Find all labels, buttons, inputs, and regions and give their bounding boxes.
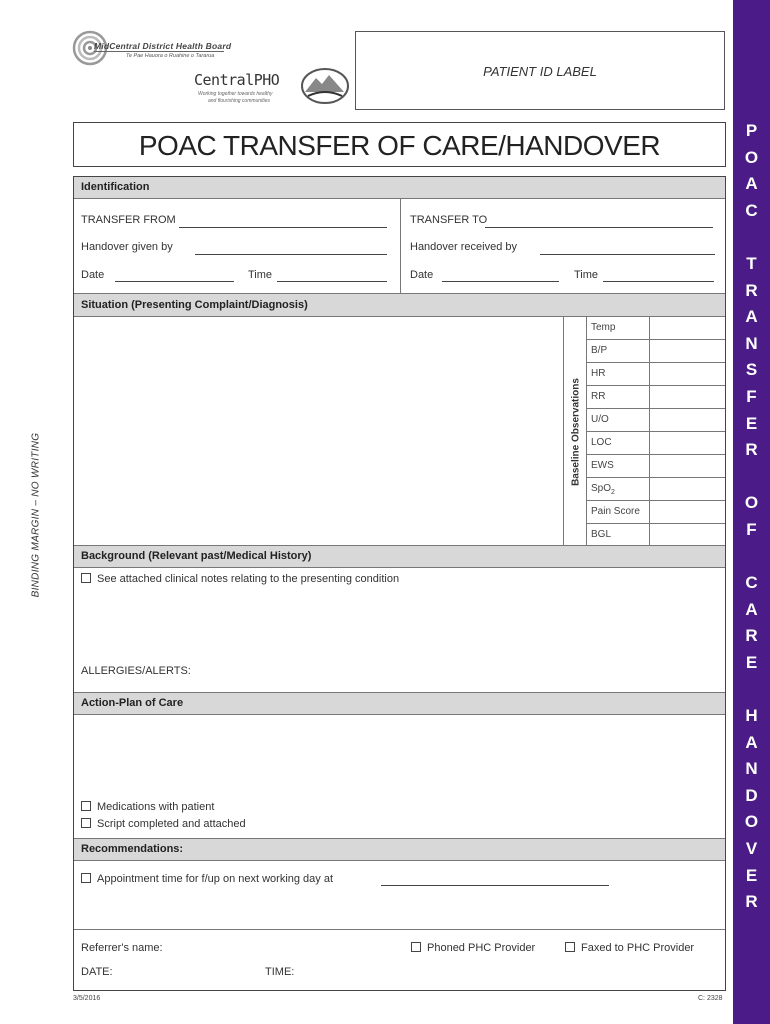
- observation-name: Pain Score: [591, 506, 640, 517]
- referral-date-label: DATE:: [81, 966, 113, 978]
- side-banner-letter: S: [745, 360, 758, 380]
- from-time-field[interactable]: [277, 281, 387, 282]
- faxed-phc-option[interactable]: [565, 942, 694, 954]
- binding-margin-label: BINDING MARGIN – NO WRITING: [30, 432, 42, 598]
- pho-tagline-1: Working together towards healthy: [198, 91, 273, 97]
- referrer-name-label: Referrer's name:: [81, 942, 163, 954]
- script-label: Script completed and attached: [97, 818, 246, 830]
- action-plan-text-area[interactable]: [80, 719, 718, 797]
- side-banner-letter: O: [744, 812, 759, 832]
- side-banner-letter: E: [745, 413, 758, 433]
- baseline-observations-label: Baseline Observations: [570, 378, 582, 486]
- appointment-label: Appointment time for f/up on next working day at: [97, 873, 334, 885]
- background-header: Background (Relevant past/Medical History): [74, 545, 725, 568]
- observation-value-cell[interactable]: [649, 386, 726, 408]
- observation-row: [586, 363, 725, 386]
- faxed-phc-checkbox[interactable]: [565, 942, 575, 952]
- observation-name: HR: [591, 368, 606, 379]
- side-banner-letter: V: [745, 839, 758, 859]
- pho-name: CentralPHO: [194, 71, 280, 89]
- referral-time-label: TIME:: [265, 966, 295, 978]
- script-checkbox[interactable]: [81, 818, 91, 828]
- side-banner-letter: F: [746, 386, 757, 406]
- observation-value-cell[interactable]: [649, 455, 726, 477]
- side-banner-letters: [733, 118, 770, 916]
- observation-row: [586, 432, 725, 455]
- side-banner-letter: E: [745, 652, 758, 672]
- side-banner-letter: A: [745, 732, 758, 752]
- observation-value-cell[interactable]: [649, 409, 726, 431]
- observation-name: B/P: [591, 345, 608, 356]
- identification-divider: [400, 199, 401, 293]
- observation-value-cell[interactable]: [649, 317, 726, 339]
- faxed-phc-label: Faxed to PHC Provider: [581, 942, 695, 954]
- handover-given-by-label: Handover given by: [81, 241, 173, 253]
- phoned-phc-label: Phoned PHC Provider: [427, 942, 536, 954]
- observation-name: Temp: [591, 322, 616, 333]
- appointment-option[interactable]: [81, 873, 333, 885]
- clinical-notes-label: See attached clinical notes relating to the presenting condition: [97, 573, 400, 585]
- board-divider: [94, 51, 224, 52]
- side-banner-letter: R: [745, 892, 758, 912]
- situation-text-area[interactable]: [80, 323, 558, 543]
- side-banner-letter: N: [745, 759, 758, 779]
- appointment-field[interactable]: [381, 885, 609, 886]
- transfer-to-label: TRANSFER TO: [410, 214, 488, 226]
- patient-id-label-box: [355, 31, 725, 110]
- observation-row: [586, 317, 725, 340]
- side-banner-letter: A: [745, 174, 758, 194]
- to-time-label: Time: [574, 269, 599, 281]
- observation-value-cell[interactable]: [649, 478, 726, 500]
- medications-option[interactable]: [81, 801, 214, 813]
- footer-code: C: 2328: [698, 995, 723, 1002]
- to-date-label: Date: [410, 269, 434, 281]
- observations-divider-left: [563, 317, 564, 546]
- side-banner-letter: A: [745, 599, 758, 619]
- transfer-to-field[interactable]: [485, 227, 713, 228]
- observation-name: BGL: [591, 529, 612, 540]
- side-banner-gap: [749, 544, 754, 571]
- side-banner-letter: R: [745, 280, 758, 300]
- side-banner-letter: D: [745, 785, 758, 805]
- side-banner-letter: C: [745, 200, 758, 220]
- action-plan-header: Action-Plan of Care: [74, 692, 725, 715]
- side-banner: [733, 0, 770, 1024]
- side-banner-letter: O: [744, 147, 759, 167]
- observation-row: [586, 340, 725, 363]
- pho-tagline-2: and flourishing communities: [208, 98, 270, 104]
- clinical-notes-option[interactable]: [81, 573, 399, 585]
- clinical-notes-checkbox[interactable]: [81, 573, 91, 583]
- observation-row: [586, 501, 725, 524]
- observation-subscript: 2: [611, 489, 615, 496]
- page-title: POAC TRANSFER OF CARE/HANDOVER: [138, 130, 661, 161]
- side-banner-letter: A: [745, 307, 758, 327]
- medications-checkbox[interactable]: [81, 801, 91, 811]
- side-banner-letter: T: [746, 253, 757, 273]
- observation-value-cell[interactable]: [649, 432, 726, 454]
- side-banner-letter: R: [745, 626, 758, 646]
- side-banner-letter: F: [746, 519, 757, 539]
- recommendations-header: Recommendations:: [74, 838, 725, 861]
- side-banner-letter: O: [744, 493, 759, 513]
- medications-label: Medications with patient: [97, 801, 215, 813]
- observation-name: LOC: [591, 437, 612, 448]
- identification-header: Identification: [74, 177, 725, 199]
- appointment-checkbox[interactable]: [81, 873, 91, 883]
- to-time-field[interactable]: [603, 281, 714, 282]
- to-date-field[interactable]: [442, 281, 559, 282]
- from-time-label: Time: [248, 269, 273, 281]
- handover-received-by-label: Handover received by: [410, 241, 518, 253]
- observation-name: SpO$_2$: [591, 483, 615, 496]
- board-name: MidCentral District Health Board: [94, 41, 232, 51]
- side-banner-gap: [749, 464, 754, 491]
- side-banner-letter: N: [745, 333, 758, 353]
- from-date-label: Date: [81, 269, 105, 281]
- observation-value-cell[interactable]: [649, 524, 726, 546]
- side-banner-letter: P: [745, 121, 758, 140]
- referrer-divider: [74, 929, 725, 930]
- observation-name: U/O: [591, 414, 609, 425]
- side-banner-letter: C: [745, 573, 758, 593]
- observation-name: RR: [591, 391, 606, 402]
- from-date-field[interactable]: [115, 281, 234, 282]
- script-option[interactable]: [81, 818, 246, 830]
- allergies-alerts-label: ALLERGIES/ALERTS:: [81, 665, 191, 677]
- title-box: [73, 122, 726, 167]
- observation-row: [586, 409, 725, 432]
- phoned-phc-checkbox[interactable]: [411, 942, 421, 952]
- side-banner-letter: R: [745, 440, 758, 460]
- footer-date: 3/5/2016: [73, 995, 101, 1002]
- observation-row: [586, 478, 725, 501]
- transfer-from-field[interactable]: [179, 227, 387, 228]
- side-banner-letter: E: [745, 865, 758, 885]
- observation-value-cell[interactable]: [649, 501, 726, 523]
- situation-header: Situation (Presenting Complaint/Diagnosis): [74, 293, 725, 317]
- observation-value-cell[interactable]: [649, 340, 726, 362]
- transfer-from-label: TRANSFER FROM: [81, 214, 176, 226]
- observation-name: EWS: [591, 460, 614, 471]
- observation-row: [586, 386, 725, 409]
- handover-received-by-field[interactable]: [540, 254, 715, 255]
- side-banner-letter: H: [745, 706, 758, 726]
- observation-row: [586, 455, 725, 478]
- side-banner-gap: [749, 676, 754, 703]
- phoned-phc-option[interactable]: [411, 942, 535, 954]
- pho-mountain-logo-icon: [300, 66, 350, 106]
- observation-value-cell[interactable]: [649, 363, 726, 385]
- observation-row: [586, 524, 725, 547]
- patient-id-label: PATIENT ID LABEL: [483, 64, 597, 79]
- side-banner-gap: [749, 224, 754, 251]
- organisation-logos: [72, 30, 352, 112]
- handover-form: [73, 176, 726, 991]
- handover-given-by-field[interactable]: [195, 254, 387, 255]
- board-maori-name: Te Pae Hauora o Ruahine o Tararua: [126, 53, 215, 59]
